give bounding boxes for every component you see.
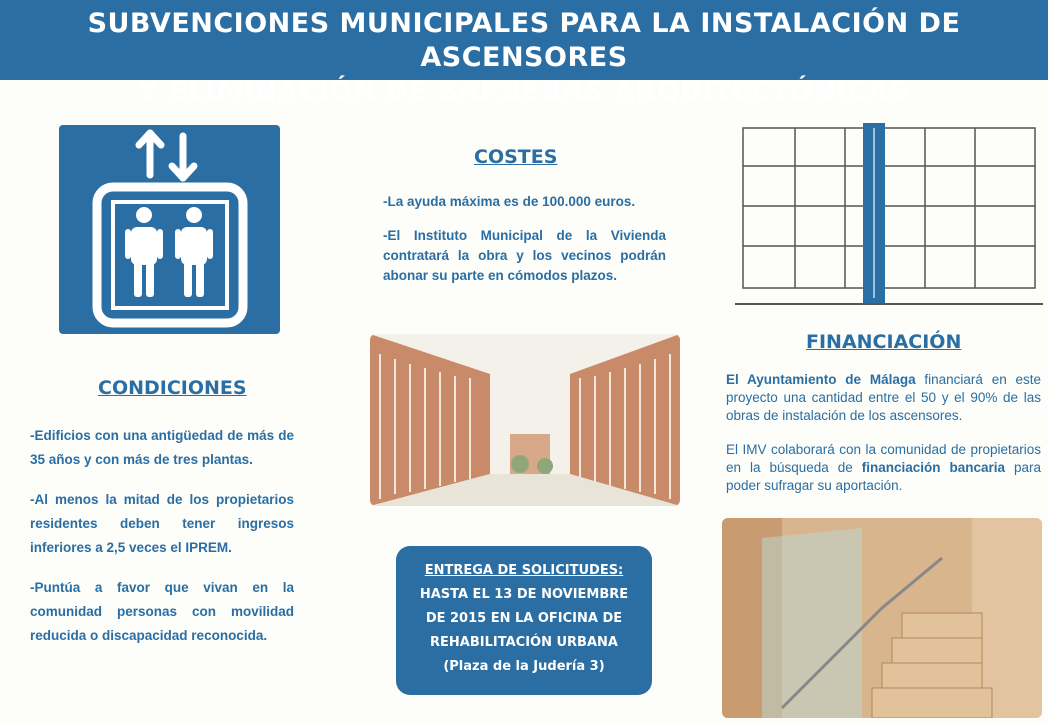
financiacion-paragraph [726, 441, 1041, 495]
costes-text [383, 192, 666, 286]
ayuntamiento-bold: El Ayuntamiento de Málaga [726, 372, 916, 387]
costes-paragraph: -El Instituto Municipal de la Vivienda contratará la obra y los vecinos podrán abonar su parte en cómodos plazos. [383, 228, 666, 283]
condiciones-paragraph: -Puntúa a favor que vivan en la comunidad personas con movilidad reducida o discapacidad reconocida. [30, 580, 294, 643]
stairs-photo [722, 518, 1042, 718]
deadline-address: (Plaza de la Judería 3) [443, 659, 605, 674]
condiciones-paragraph: -Al menos la mitad de los propietarios residentes deben tener ingresos inferiores a 2,5 veces el IPREM. [30, 492, 294, 555]
title-line-2: Y ELIMINACIÓN DE BARRERAS ARQUITECTÓNICAS [138, 76, 910, 107]
street-illustration [370, 334, 680, 506]
header-banner [0, 0, 1048, 107]
condiciones-text [30, 424, 294, 648]
financiacion-text [726, 371, 1041, 495]
financiacion-title: FINANCIACIÓN [806, 331, 962, 353]
title-line-1: SUBVENCIONES MUNICIPALES PARA LA INSTALACIÓN DE ASCENSORES [87, 8, 961, 73]
financiacion-bancaria-bold: financiación bancaria [861, 460, 1005, 475]
financiacion-p2-end: para poder sufragar su aportación. [726, 460, 1041, 493]
costes-title: COSTES [474, 146, 558, 168]
elevator-icon [59, 125, 280, 334]
deadline-line: REHABILITACIÓN URBANA [430, 635, 618, 650]
condiciones-title: CONDICIONES [98, 377, 247, 399]
costes-paragraph: -La ayuda máxima es de 100.000 euros. [383, 194, 636, 209]
financiacion-paragraph [726, 371, 1041, 425]
deadline-line: DE 2015 EN LA OFICINA DE [425, 611, 623, 626]
deadline-title: ENTREGA DE SOLICITUDES: [424, 563, 624, 578]
deadline-box [396, 546, 652, 695]
deadline-line: HASTA EL 13 DE NOVIEMBRE [419, 587, 629, 602]
financiacion-p2-start: El IMV colaborará con la comunidad de propietarios en la búsqueda de [726, 442, 1041, 475]
financiacion-p1-rest: financiará en este proyecto una cantidad entre el 50 y el 90% de las obras de instalación de los ascensores. [726, 372, 1041, 423]
building-section-drawing [735, 118, 1043, 314]
condiciones-paragraph: -Edificios con una antigüedad de más de 35 años y con más de tres plantas. [30, 428, 294, 467]
